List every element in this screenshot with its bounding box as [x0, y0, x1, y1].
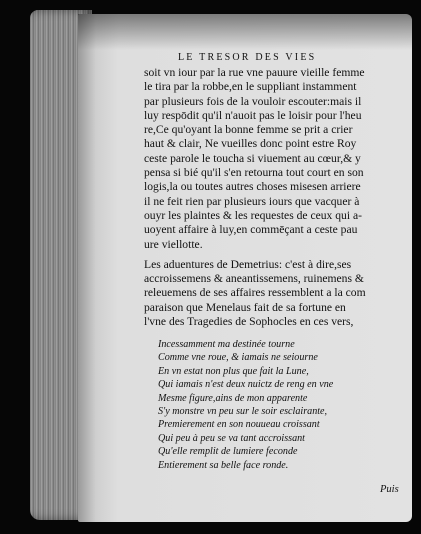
catchword: Puis: [380, 484, 399, 495]
verse-line: S'y monstre vn peu sur le soir esclairante,: [158, 405, 328, 417]
verse-line: Qui iamais n'est deux nuictz de reng en vne: [158, 379, 334, 391]
text-line: ceste parole le toucha si viuement au cœur,& y: [144, 151, 361, 165]
text-line: logis,la ou toutes autres choses misesen arriere: [144, 180, 361, 194]
running-head: LE TRESOR DES VIES: [178, 52, 317, 63]
text-line: soit vn iour par la rue vne pauure vieille femme: [144, 66, 365, 79]
verse-line: Mesme figure,ains de mon apparente: [158, 392, 308, 404]
text-line: releuemens de ses affaires ressemblent a la com: [144, 286, 366, 300]
verse-line: Premierement en son nouueau croissant: [158, 419, 320, 431]
text-line: re,Ce qu'oyant la bonne femme se prit a crier: [144, 123, 353, 137]
text-line: le tira par la robbe,en le suppliant instamment: [144, 80, 357, 94]
text-line: uoyent affaire à luy,en commēçant a ceste pau: [144, 223, 358, 237]
text-line: accroissemens & aneantissemens, ruinemens &: [144, 272, 364, 286]
text-line: Les aduentures de Demetrius: c'est à dire,ses: [144, 257, 352, 271]
verse-line: Incessamment ma destinée tourne: [158, 339, 295, 350]
verse-line: Comme vne roue, & iamais ne seiourne: [158, 352, 318, 364]
verse-line: Qui peu à peu se va tant accroissant: [158, 432, 305, 444]
text-line: paraison que Menelaus fait de sa fortune en: [144, 300, 346, 314]
text-line: haut & clair, Ne vueilles donc point estre Roy: [144, 137, 357, 151]
text-line: par plusieurs fois de la vouloir escouter:mais il: [144, 94, 362, 108]
text-line: il ne feit rien par plusieurs iours que vacquer à: [144, 194, 360, 208]
page-shadow: [78, 14, 412, 50]
text-line: pensa si bié qu'il s'en retourna tout court en son: [144, 166, 364, 180]
text-line: ouyr les plaintes & les requestes de ceux qui a-: [144, 208, 362, 222]
verse-line: En vn estat non plus que fait la Lune,: [158, 365, 309, 377]
text-line: l'vne des Tragedies de Sophocles en ces vers,: [144, 315, 354, 329]
body-text: [144, 66, 406, 329]
text-line: luy respōdit qu'il n'auoit pas le loisir pour l'heu: [144, 108, 362, 122]
text-line: ure viellotte.: [144, 237, 203, 251]
verse-block: [158, 338, 406, 472]
verse-line: Entierement sa belle face ronde.: [158, 459, 289, 471]
verse-line: Qu'elle remplit de lumiere feconde: [158, 446, 298, 458]
